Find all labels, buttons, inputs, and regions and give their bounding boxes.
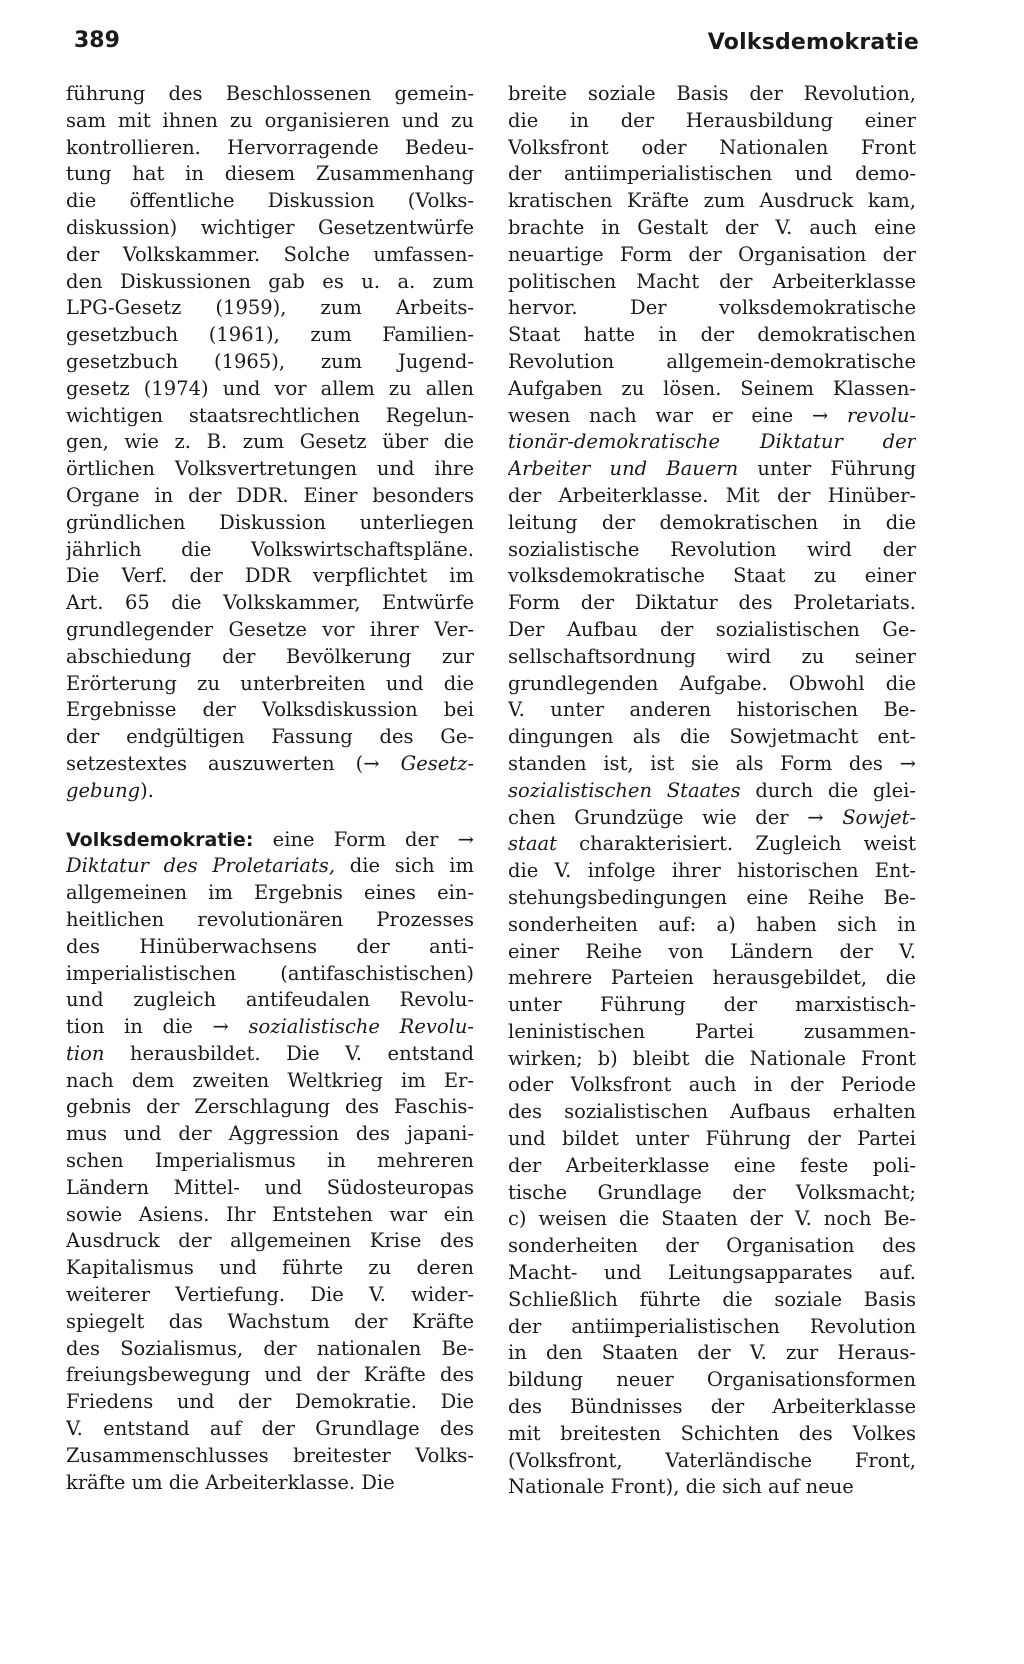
arrow-icon: → (807, 805, 824, 829)
text-span: die in der Herausbildung einer (508, 108, 916, 132)
text-span: Aufgaben zu lösen. Seinem Klassen- (508, 376, 916, 400)
text-span: der Arbeiterklasse eine feste poli- (508, 1153, 916, 1177)
text-line (66, 215, 474, 242)
cross-reference: tion (66, 1041, 105, 1065)
text-line (508, 563, 916, 590)
text-line (66, 1470, 474, 1497)
text-span: jährlich die Volkswirtschaftspläne. (66, 537, 474, 561)
text-span: Schließlich führte die soziale Basis (508, 1287, 916, 1311)
text-line (508, 1367, 916, 1394)
text-span: und zugleich antifeudalen Revolu- (66, 988, 474, 1012)
paragraph (508, 483, 916, 778)
text-span: gen, wie z. B. zum Gesetz über die (66, 430, 474, 454)
paragraph-gap (66, 805, 474, 827)
text-line (66, 617, 474, 644)
text-span: Friedens und der Demokratie. Die (66, 1390, 474, 1414)
text-line (508, 81, 916, 108)
text-line (66, 456, 474, 483)
text-line (508, 992, 916, 1019)
text-line (66, 724, 474, 751)
text-line (508, 376, 916, 403)
text-line (508, 510, 916, 537)
text-line (66, 961, 474, 988)
text-line (66, 853, 474, 880)
text-span: kräfte um die Arbeiterklasse. Die (66, 1470, 395, 1494)
text-line (508, 617, 916, 644)
text-line (508, 1340, 916, 1367)
text-span: LPG-Gesetz (1959), zum Arbeits- (66, 296, 474, 320)
text-line (66, 510, 474, 537)
text-line (508, 1180, 916, 1207)
text-span: setzestextes auszuwerten ( (66, 751, 364, 775)
text-span: weiterer Vertiefung. Die V. wider- (66, 1283, 474, 1307)
text-line (508, 1448, 916, 1475)
text-span: imperialistischen (antifaschistischen) (66, 961, 474, 985)
text-line (508, 724, 916, 751)
text-line (508, 161, 916, 188)
text-span: die V. infolge ihrer historischen Ent- (508, 859, 916, 883)
text-span: eine Form der (253, 827, 458, 851)
text-span: Erörterung zu unterbreiten und die (66, 671, 474, 695)
text-line (508, 778, 916, 805)
text-span: gesetzbuch (1965), zum Jugend- (66, 349, 474, 373)
text-line (66, 671, 474, 698)
text-span: spiegelt das Wachstum der Kräfte (66, 1309, 474, 1333)
text-line (508, 1287, 916, 1314)
text-span: der antiimperialistischen Revolution (508, 1314, 916, 1338)
text-span: Form der Diktatur des Proletariats. (508, 591, 916, 615)
text-span: grundlegender Gesetze vor ihrer Ver- (66, 617, 474, 641)
text-span: unter Führung der marxistisch- (508, 993, 916, 1017)
text-line (66, 1228, 474, 1255)
text-line (508, 1099, 916, 1126)
text-line: gebung). (66, 778, 154, 802)
text-line (508, 483, 916, 510)
text-span: wesen nach war er eine (508, 403, 812, 427)
cross-reference: Sowjet- (842, 805, 916, 829)
text-span: einer Reihe von Ländern der V. (508, 939, 916, 963)
text-line (66, 590, 474, 617)
paragraph (66, 880, 474, 1041)
text-line (508, 537, 916, 564)
text-line (66, 1148, 474, 1175)
text-line (508, 1314, 916, 1341)
text-span: Zusammenschlusses breitester Volks- (66, 1443, 474, 1467)
text-span: breite soziale Basis der Revolution, (508, 82, 916, 105)
text-span: der antiimperialistischen und demo- (508, 162, 916, 186)
text-span: Volksfront oder Nationalen Front (508, 135, 916, 159)
text-span: schen Imperialismus in mehreren (66, 1149, 474, 1173)
text-line (508, 939, 916, 966)
text-span: freiungsbewegung und der Kräfte des (66, 1363, 474, 1387)
text-line (66, 1443, 474, 1470)
text-span: dingungen als die Sowjetmacht ent- (508, 725, 916, 749)
text-line (508, 1260, 916, 1287)
text-line (66, 376, 474, 403)
text-line (508, 965, 916, 992)
text-line (66, 242, 474, 269)
text-span: Macht- und Leitungsapparates auf. (508, 1261, 916, 1285)
text-line (508, 671, 916, 698)
arrow-icon: → (363, 751, 380, 775)
left-column (66, 81, 474, 1496)
arrow-icon: → (457, 827, 474, 851)
text-span: V. unter anderen historischen Be- (508, 698, 916, 722)
text-span: des sozialistischen Aufbaus erhalten (508, 1100, 916, 1124)
text-line (508, 456, 916, 483)
text-line (508, 885, 916, 912)
text-line (508, 1421, 916, 1448)
text-line (66, 1014, 474, 1041)
page-number: 389 (74, 28, 120, 53)
text-line (66, 987, 474, 1014)
arrow-icon: → (899, 751, 916, 775)
text-span: grundlegenden Aufgabe. Obwohl die (508, 671, 916, 695)
text-line (66, 429, 474, 456)
text-line (66, 161, 474, 188)
text-span: Revolution allgemein-demokratische (508, 349, 916, 373)
running-header-title: Volksdemokratie (707, 30, 919, 55)
text-line (66, 1362, 474, 1389)
text-span: den Diskussionen gab es u. a. zum (66, 269, 474, 293)
paragraph (508, 858, 916, 1501)
cross-reference: sozialistische Revolu- (248, 1015, 474, 1039)
text-line (508, 403, 916, 430)
text-span: charakterisiert. Zugleich weist (556, 832, 916, 856)
cross-reference: Diktatur des Proletariats, (66, 854, 336, 878)
text-line (508, 1394, 916, 1421)
text-line (66, 1416, 474, 1443)
text-span: des Bündnisses der Arbeiterklasse (508, 1395, 916, 1419)
text-span: Nationale Front), die sich auf neue (508, 1475, 854, 1499)
text-span: herausbildet. Die V. entstand (104, 1041, 474, 1065)
text-line (66, 1255, 474, 1282)
text-span: führung des Beschlossenen gemein- (66, 82, 474, 105)
text-line (66, 1175, 474, 1202)
text-line (508, 215, 916, 242)
text-span: kratischen Kräfte zum Ausdruck kam, (508, 189, 916, 213)
text-line (66, 108, 474, 135)
text-span: brachte in Gestalt der V. auch eine (508, 215, 916, 239)
text-line (508, 1206, 916, 1233)
text-line (508, 858, 916, 885)
text-span: Art. 65 die Volkskammer, Entwürfe (66, 591, 474, 615)
text-span: des Hinüberwachsens der anti- (66, 934, 474, 958)
text-span: abschiedung der Bevölkerung zur (66, 644, 474, 668)
text-span: gesetz (1974) und vor allem zu allen (66, 376, 474, 400)
text-span: leninistischen Partei zusammen- (508, 1019, 916, 1043)
text-line (66, 880, 474, 907)
text-span: diskussion) wichtiger Gesetzentwürfe (66, 215, 474, 239)
text-span: Kapitalismus und führte zu deren (66, 1256, 474, 1280)
text-line (508, 697, 916, 724)
cross-reference: staat (508, 832, 557, 856)
text-line (66, 907, 474, 934)
text-line (66, 1336, 474, 1363)
text-span: politischen Macht der Arbeiterklasse (508, 269, 916, 293)
text-span: tische Grundlage der Volksmacht; (508, 1180, 916, 1204)
text-span: die sich im (335, 854, 474, 878)
text-span: wirken; b) bleibt die Nationale Front (508, 1046, 916, 1070)
text-span: des Sozialismus, der nationalen Be- (66, 1336, 474, 1360)
text-span: sowie Asiens. Ihr Entstehen war ein (66, 1202, 474, 1226)
text-span: standen ist, ist sie als Form des (508, 751, 900, 775)
text-span: örtlichen Volksvertretungen und ihre (66, 457, 474, 481)
text-span: heitlichen revolutionären Prozesses (66, 907, 474, 931)
text-span: in den Staaten der V. zur Heraus- (508, 1341, 916, 1365)
text-span: der Arbeiterklasse. Mit der Hinüber- (508, 483, 916, 507)
text-line (508, 1233, 916, 1260)
text-span: wichtigen staatsrechtlichen Regelun- (66, 403, 474, 427)
text-line (508, 269, 916, 296)
text-span: die öffentliche Diskussion (Volks- (66, 189, 474, 213)
text-span: sozialistische Revolution wird der (508, 537, 916, 561)
cross-reference: sozialistischen Staates (508, 778, 741, 802)
text-line (66, 934, 474, 961)
text-line (66, 1309, 474, 1336)
text-span: Staat hatte in der demokratischen (508, 323, 916, 347)
text-line (66, 563, 474, 590)
entry-heading-line (66, 827, 474, 854)
arrow-icon: → (212, 1015, 229, 1039)
paragraph-continuation (66, 81, 474, 778)
text-span: V. entstand auf der Grundlage des (66, 1417, 474, 1441)
text-span: volksdemokratische Staat zu einer (508, 564, 916, 588)
text-line (66, 81, 474, 108)
text-line (508, 135, 916, 162)
text-span: neuartige Form der Organisation der (508, 242, 916, 266)
text-line (66, 295, 474, 322)
text-span: gebnis der Zerschlagung des Faschis- (66, 1095, 474, 1119)
text-line (508, 1126, 916, 1153)
text-line (508, 108, 916, 135)
text-line (66, 349, 474, 376)
text-line (508, 349, 916, 376)
text-line (508, 322, 916, 349)
text-span: unter Führung (738, 457, 916, 481)
text-line (508, 188, 916, 215)
arrow-icon: → (811, 403, 829, 427)
text-span: chen Grundzüge wie der (508, 805, 808, 829)
text-span: Ländern Mittel- und Südosteuropas (66, 1175, 474, 1199)
text-span: kontrollieren. Hervorragende Bedeu- (66, 135, 474, 159)
text-line (508, 590, 916, 617)
text-line (508, 1474, 916, 1501)
text-line (66, 1121, 474, 1148)
text-span: sam mit ihnen zu organisieren und zu (66, 108, 474, 132)
cross-reference: tionär-demokratische Diktatur der (508, 430, 916, 454)
text-span: mehrere Parteien herausgebildet, die (508, 966, 916, 990)
cross-reference: Arbeiter und Bauern (508, 457, 739, 481)
text-line (66, 269, 474, 296)
text-line (66, 537, 474, 564)
text-line (66, 1041, 474, 1068)
text-line (66, 644, 474, 671)
text-span: Ergebnisse der Volksdiskussion bei (66, 698, 474, 722)
text-span: tung hat in diesem Zusammenhang (66, 162, 474, 186)
cross-reference: Gesetz- (400, 751, 474, 775)
text-span: Die Verf. der DDR verpflichtet im (66, 564, 474, 588)
right-column (508, 81, 916, 1501)
text-span: der endgültigen Fassung des Ge- (66, 725, 474, 749)
text-line (508, 1019, 916, 1046)
text-span: und bildet unter Führung der Partei (508, 1127, 916, 1151)
text-span: c) weisen die Staaten der V. noch Be- (508, 1207, 916, 1231)
text-span: gründlichen Diskussion unterliegen (66, 510, 474, 534)
text-span: Der Aufbau der sozialistischen Ge- (508, 617, 916, 641)
text-span: oder Volksfront auch in der Periode (508, 1073, 916, 1097)
text-span: hervor. Der volksdemokratische (508, 296, 916, 320)
text-span: Organe in der DDR. Einer besonders (66, 483, 474, 507)
text-line (508, 912, 916, 939)
text-line (508, 644, 916, 671)
entry-term: Volksdemokratie: (66, 828, 254, 851)
text-span: mit breitesten Schichten des Volkes (508, 1421, 916, 1445)
text-span: stehungsbedingungen eine Reihe Be- (508, 885, 916, 909)
text-line (66, 1389, 474, 1416)
text-span: allgemeinen im Ergebnis eines ein- (66, 881, 474, 905)
text-span: durch die glei- (740, 778, 916, 802)
paragraph (508, 81, 916, 403)
text-span: der Volkskammer. Solche umfassen- (66, 242, 474, 266)
text-line (66, 483, 474, 510)
text-span: sellschaftsordnung wird zu seiner (508, 644, 916, 668)
paragraph (66, 1068, 474, 1497)
text-line (66, 135, 474, 162)
text-line (66, 751, 474, 778)
text-line (508, 805, 916, 832)
text-span: leitung der demokratischen in die (508, 510, 916, 534)
text-line (508, 1153, 916, 1180)
text-line (508, 1072, 916, 1099)
text-line (66, 322, 474, 349)
text-line (508, 1046, 916, 1073)
text-span: sonderheiten auf: a) haben sich in (508, 912, 916, 936)
cross-reference: revolu- (846, 403, 916, 427)
text-span: sonderheiten der Organisation des (508, 1234, 916, 1258)
text-line (66, 1094, 474, 1121)
cross-reference: gebung (66, 778, 141, 802)
text-span: bildung neuer Organisationsformen (508, 1368, 916, 1392)
text-span: tion in die (66, 1015, 213, 1039)
text-line (66, 403, 474, 430)
text-line (508, 831, 916, 858)
text-line (66, 1282, 474, 1309)
text-span: Ausdruck der allgemeinen Krise des (66, 1229, 474, 1253)
text-span: mus und der Aggression des japani- (66, 1122, 474, 1146)
text-line (66, 1202, 474, 1229)
text-line (66, 1068, 474, 1095)
text-line (508, 295, 916, 322)
text-span: nach dem zweiten Weltkrieg im Er- (66, 1068, 474, 1092)
text-line (66, 697, 474, 724)
text-span: gesetzbuch (1961), zum Familien- (66, 323, 474, 347)
text-line (66, 188, 474, 215)
text-span: (Volksfront, Vaterländische Front, (508, 1448, 916, 1472)
text-line (508, 242, 916, 269)
text-line (508, 429, 916, 456)
text-line (508, 751, 916, 778)
